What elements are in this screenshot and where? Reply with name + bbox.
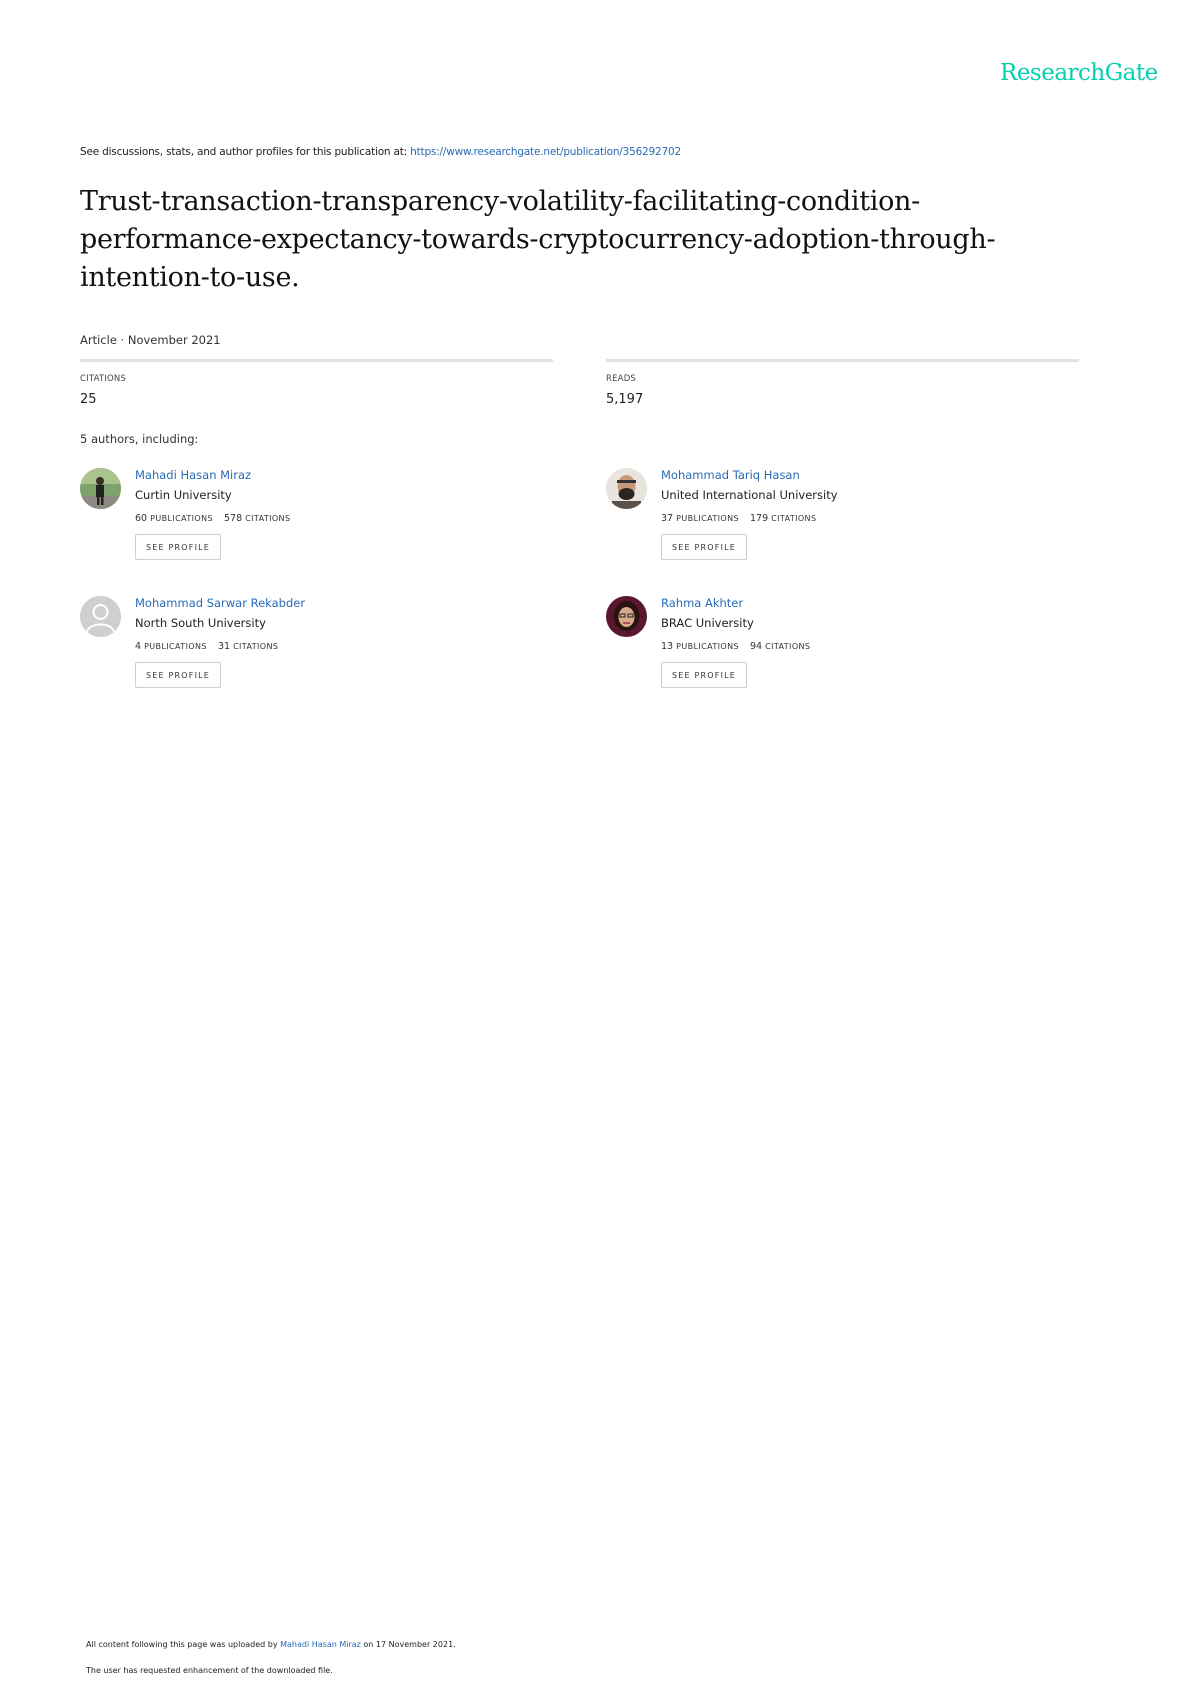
reads-value: 5,197 xyxy=(606,392,644,407)
author-card xyxy=(80,468,580,578)
citations-count: 179 xyxy=(749,513,769,524)
default-user-icon xyxy=(80,596,121,637)
photo-outdoor-icon xyxy=(80,468,121,509)
author-institution: Curtin University xyxy=(135,488,232,502)
upload-prefix: All content following this page was uploaded by xyxy=(86,1640,281,1649)
author-stats xyxy=(135,641,278,652)
avatar[interactable] xyxy=(80,596,121,637)
author-stats xyxy=(135,513,290,524)
enhancement-note: The user has requested enhancement of the downloaded file. xyxy=(86,1666,333,1675)
citations-count: 94 xyxy=(749,641,763,652)
author-name[interactable]: Mohammad Sarwar Rekabder xyxy=(135,596,306,610)
authors-heading: 5 authors, including: xyxy=(80,432,199,446)
publications-count: 37 xyxy=(661,513,674,524)
author-name[interactable]: Mahadi Hasan Miraz xyxy=(135,468,252,482)
citations-label: CITATIONS xyxy=(233,642,279,651)
publication-meta: Article · November 2021 xyxy=(80,333,221,347)
photo-bearded-man-icon xyxy=(606,468,647,509)
author-name[interactable]: Mohammad Tariq Hasan xyxy=(661,468,800,482)
divider-reads xyxy=(606,359,1079,362)
citations-label: CITATIONS xyxy=(245,514,291,523)
citations-label: CITATIONS xyxy=(765,642,811,651)
see-profile-button[interactable]: SEE PROFILE xyxy=(135,662,221,688)
citations-count: 31 xyxy=(217,641,231,652)
publications-count: 4 xyxy=(135,641,142,652)
upload-suffix: on 17 November 2021. xyxy=(360,1640,456,1649)
publication-title: Trust-transaction-transparency-volatility-facilitating-condition-performance-expectancy-towards-cryptocurrency-adoption-through-intention-to-use. xyxy=(80,186,996,293)
photo-woman-icon xyxy=(606,596,647,637)
author-card xyxy=(606,596,1106,706)
publication-link[interactable]: https://www.researchgate.net/publication/356292702 xyxy=(410,146,681,158)
researchgate-logo[interactable]: ResearchGate xyxy=(1000,60,1158,86)
avatar[interactable] xyxy=(80,468,121,509)
see-profile-button[interactable]: SEE PROFILE xyxy=(661,534,747,560)
publications-label: PUBLICATIONS xyxy=(676,514,739,523)
author-institution: BRAC University xyxy=(661,616,754,630)
avatar[interactable] xyxy=(606,468,647,509)
upload-note xyxy=(86,1640,456,1649)
see-profile-button[interactable]: SEE PROFILE xyxy=(661,662,747,688)
intro-text: See discussions, stats, and author profiles for this publication at: xyxy=(80,146,411,158)
see-profile-button[interactable]: SEE PROFILE xyxy=(135,534,221,560)
publications-label: PUBLICATIONS xyxy=(144,642,207,651)
avatar[interactable] xyxy=(606,596,647,637)
citations-count: 578 xyxy=(223,513,243,524)
citations-label: CITATIONS xyxy=(771,514,817,523)
intro-line xyxy=(80,146,681,158)
author-card xyxy=(606,468,1106,578)
publications-label: PUBLICATIONS xyxy=(676,642,739,651)
author-institution: North South University xyxy=(135,616,266,630)
author-institution: United International University xyxy=(661,488,838,502)
author-card xyxy=(80,596,580,706)
author-stats xyxy=(661,641,810,652)
author-stats xyxy=(661,513,816,524)
publications-label: PUBLICATIONS xyxy=(150,514,213,523)
author-name[interactable]: Rahma Akhter xyxy=(661,596,744,610)
citations-value: 25 xyxy=(80,392,97,407)
reads-label: READS xyxy=(606,374,637,384)
publications-count: 13 xyxy=(661,641,674,652)
divider-citations xyxy=(80,359,553,362)
citations-label: CITATIONS xyxy=(80,374,127,384)
publications-count: 60 xyxy=(135,513,148,524)
uploader-link[interactable]: Mahadi Hasan Miraz xyxy=(280,1640,361,1649)
